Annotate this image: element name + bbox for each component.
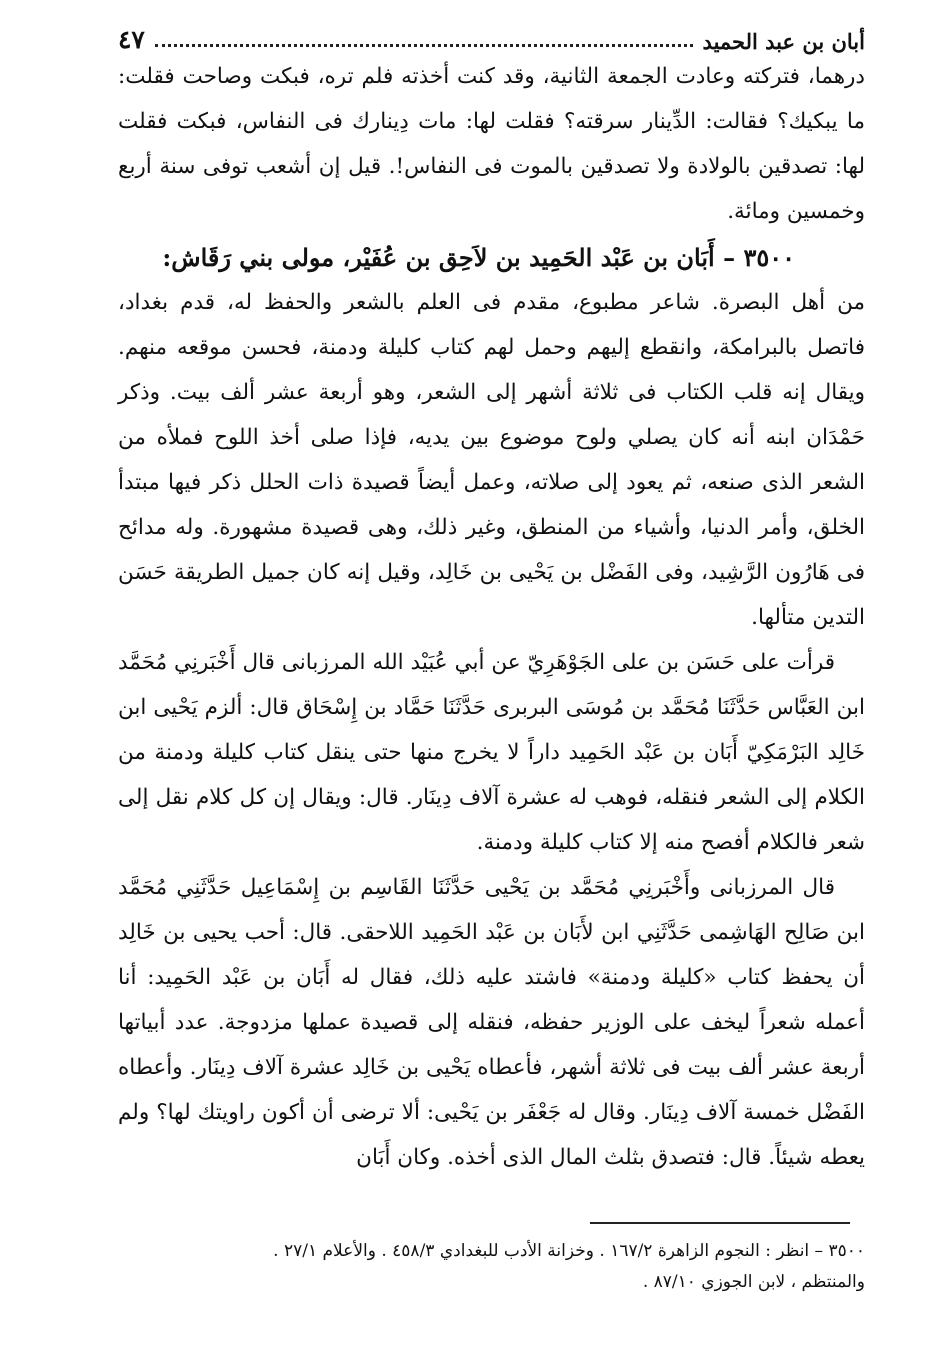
footnote-line-2: والمنتظم ، لابن الجوزي ٨٧/١٠ .: [642, 1272, 865, 1292]
continuation-paragraph: درهما، فتركته وعادت الجمعة الثانية، وقد كنت أخذته فلم تره، فبكت وصاحت فقلت: ما يبكيك؟ فقالت: الدِّينار سرقته؟ فقلت لها: مات دِينارك فى النفاس، فبكت فقلت لها: تصدقين بالولادة ولا تصدقين بالموت فى النفاس!. قيل إن أشعب توفى سنة أربع وخمسين ومائة.: [118, 64, 865, 224]
page-number: ٤٧: [118, 25, 145, 54]
narration-paragraph-2: قال المرزبانى وأَخْبَرنِي مُحَمَّد بن يَحْيى حَدَّثَنَا القَاسِم بن إِسْمَاعِيل حَدَّثَنِي مُحَمَّد ابن صَالِح الهَاشِمى حَدَّثَنِي ابن لأَبَان بن عَبْد الحَمِيد اللاحقى. قال: أحب يحيى بن خَالِد أن يحفظ كتاب «كليلة ودمنة» فاشتد عليه ذلك، فقال له أَبَان بن عَبْد الحَمِيد: أنا أعمله شعراً ليخف على الوزير حفظه، فنقله إلى قصيدة عملها مزدوجة. عدد أبياتها أربعة عشر ألف بيت فى ثلاثة أشهر، فأعطاه يَحْيى بن خَالِد عشرة آلاف دِينَار. وأعطاه الفَضْل خمسة آلاف دِينَار. وقال له جَعْفَر بن يَحْيى: ألا ترضى أن أكون راويتك لها؟ ولم يعطه شيئاً. قال: فتصدق بثلث المال الذى أخذه. وكان أَبَان: [118, 875, 865, 1170]
footnote-divider: [590, 1222, 850, 1224]
running-header: [118, 8, 865, 54]
narration-paragraph-1: قرأت على حَسَن بن على الجَوْهَرِيّ عن أبي عُبَيْد الله المرزبانى قال أَخْبَرنِي مُحَمَّد ابن العَبَّاس حَدَّثَنَا مُحَمَّد بن مُوسَى البربرى حَدَّثَنَا حَمَّاد بن إِسْحَاق قال: ألزم يَحْيى ابن خَالِد البَرْمَكِيّ أَبَان بن عَبْد الحَمِيد داراً لا يخرج منها حتى ينقل كتاب كليلة ودمنة من الكلام إلى الشعر فنقله، فوهب له عشرة آلاف دِينَار. قال: ويقال إن كل كلام نقل إلى شعر فالكلام أفصح منه إلا كتاب كليلة ودمنة.: [118, 650, 865, 855]
biography-paragraph: من أهل البصرة. شاعر مطبوع، مقدم فى العلم بالشعر والحفظ له، قدم بغداد، فاتصل بالبرامكة، وانقطع إليهم وحمل لهم كتاب كليلة ودمنة، فحسن موقعه منهم. ويقال إنه قلب الكتاب فى ثلاثة أشهر إلى الشعر، وهو أربعة عشر ألف بيت. وذكر حَمْدَان ابنه أنه كان يصلي ولوح موضوع بين يديه، فإذا صلى أخذ اللوح فملأه من الشعر الذى صنعه، ثم يعود إلى صلاته، وعمل أيضاً قصيدة ذات الحلل ذكر فيها مبتدأ الخلق، وأمر الدنيا، وأشياء من المنطق، وغير ذلك، وهى قصيدة مشهورة. وله مدائح فى هَارُون الرَّشِيد، وفى الفَضْل بن يَحْيى بن خَالِد، وقيل إنه كان جميل الطريقة حَسَن التدين متألها.: [118, 290, 865, 630]
footnotes: [118, 1236, 865, 1298]
running-header-title: أبان بن عبد الحميد: [702, 29, 865, 54]
entry-heading: ٣٥٠٠ – أَبَان بن عَبْد الحَمِيد بن لاَحِق بن عُفَيْر، مولى بني رَقَاش:: [162, 243, 795, 272]
footnote-line-1: ٣٥٠٠ – انظر : النجوم الزاهرة ١٦٧/٢ . وخزانة الأدب للبغدادي ٤٥٨/٣ . والأعلام ٢٧/١ .: [273, 1241, 865, 1261]
header-dot-leader: [155, 44, 693, 47]
